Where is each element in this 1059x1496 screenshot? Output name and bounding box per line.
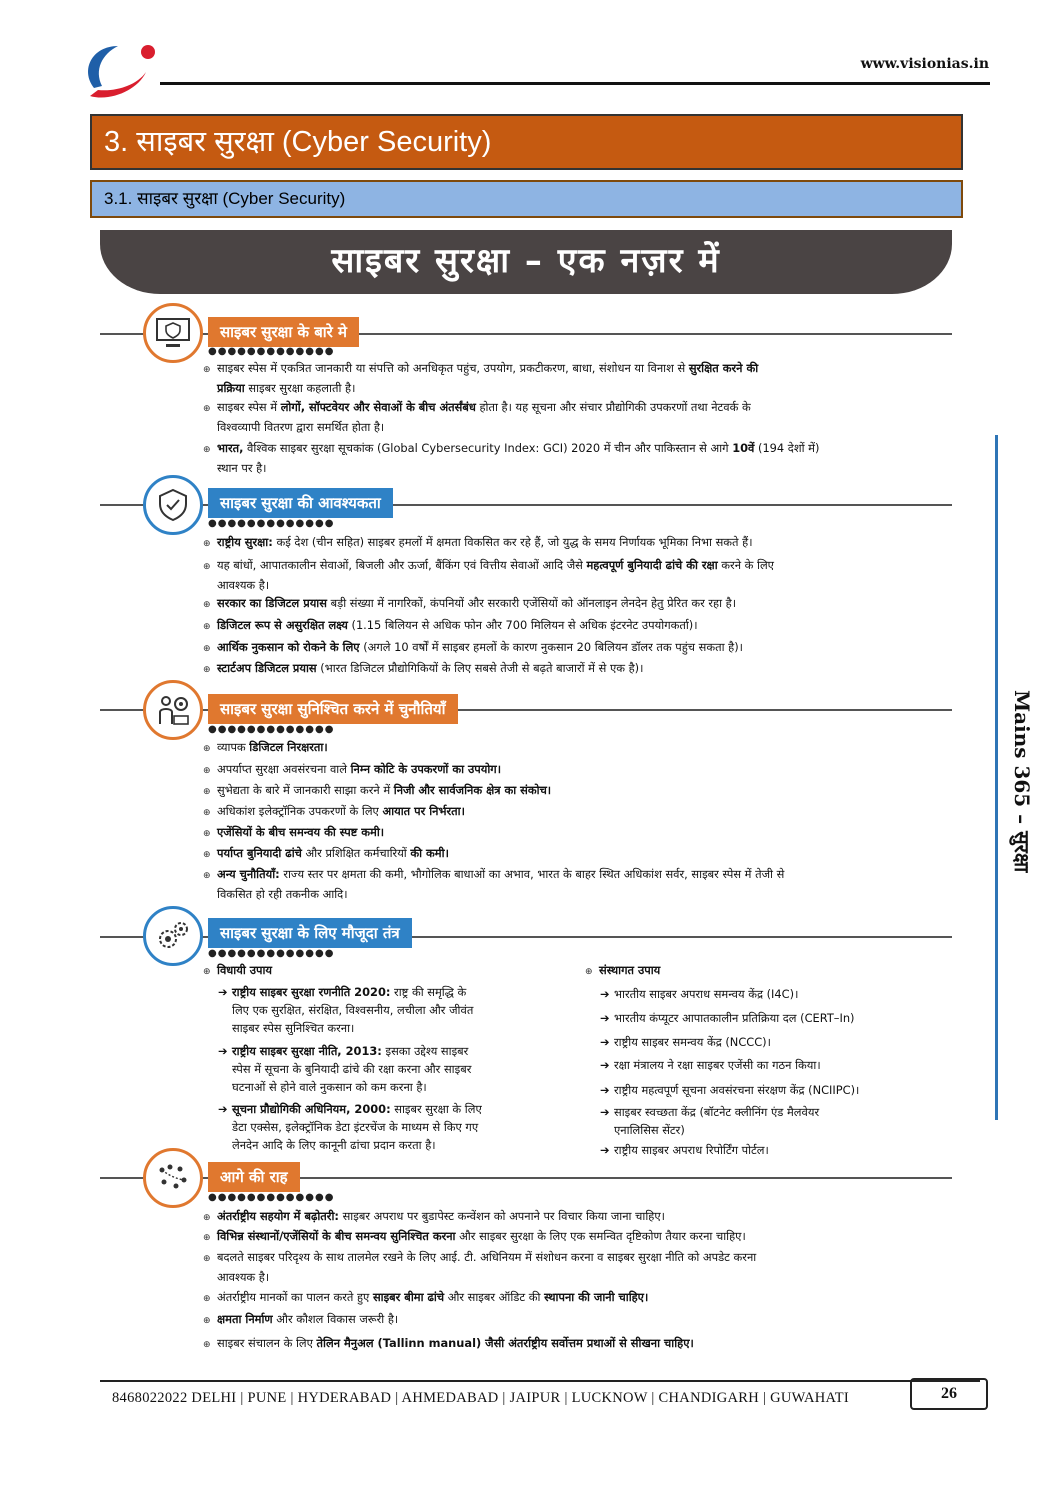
challenges-bullet-3: ⊕ सुभेद्यता के बारे में जानकारी साझा करने में निजी और सार्वजनिक क्षेत्र का संकोच। (203, 783, 552, 797)
institutional-item-7: ➔ राष्ट्रीय साइबर अपराध रिपोर्टिंग पोर्टल। (600, 1143, 769, 1157)
need-bullet-5: ⊕ आर्थिक नुकसान को रोकने के लिए (अगले 10 वर्षों में साइबर हमलों के कारण नुकसान 20 बिलियन डॉलर तक पहुंच सकता है)। (203, 640, 743, 654)
need-label: साइबर सुरक्षा की आवश्यकता (208, 488, 393, 518)
need-bullet-4: ⊕ डिजिटल रूप से असुरक्षित लक्ष्य (1.15 बिलियन से अधिक फोन और 700 मिलियन से अधिक इंटरनेट उपयोगकर्ता)। (203, 618, 698, 632)
way-forward-bullet-3: ⊕ बदलते साइबर परिदृश्य के साथ तालमेल रखने के लिए आई. टी. अधिनियम में संशोधन करना व साइबर सुरक्षा नीति को अपडेट करना आवश्यक है। (203, 1250, 757, 1284)
footer-rule (100, 1380, 980, 1382)
footer-contact: 8468022022 DELHI | PUNE | HYDERABAD | AHMEDABAD | JAIPUR | LUCKNOW | CHANDIGARH | GUWAHATI (112, 1390, 849, 1406)
about-dots: ●●●●●●●●●●●●● (208, 346, 335, 357)
about-badge (143, 303, 203, 363)
page-number: 26 (910, 1378, 988, 1410)
need-bullet-1: ⊕ राष्ट्रीय सुरक्षा: कई देश (चीन सहित) साइबर हमलों में क्षमता विकसित कर रहे हैं, जो युद्ध के समय निर्णायक भूमिका निभा सकते हैं। (203, 535, 753, 549)
challenges-bullet-6: ⊕ पर्याप्त बुनियादी ढांचे और प्रशिक्षित कर्मचारियों की कमी। (203, 846, 449, 860)
site-url[interactable]: www.visionias.in (860, 56, 989, 72)
need-bullet-3: ⊕ सरकार का डिजिटल प्रयास बड़ी संख्या में नागरिकों, कंपनियों और सरकारी एजेंसियों को ऑनलाइन लेनदेन हेतु प्रेरित कर रहा है। (203, 596, 737, 610)
mechanism-label: साइबर सुरक्षा के लिए मौजूदा तंत्र (208, 918, 412, 948)
institutional-item-2: ➔ भारतीय कंप्यूटर आपातकालीन प्रतिक्रिया दल (CERT–In) (600, 1011, 855, 1025)
need-bullet-2: ⊕ यह बांधों, आपातकालीन सेवाओं, बिजली और ऊर्जा, बैंकिंग एवं वित्तीय सेवाओं आदि जैसे महत्वपूर्ण बुनियादी ढांचे की रक्षा करने के लिए आवश्यक है। (203, 558, 774, 592)
way-forward-bullet-2: ⊕ विभिन्न संस्थानों/एजेंसियों के बीच समन्वय सुनिश्चित करना और साइबर सुरक्षा के लिए एक समन्वित दृष्टिकोण तैयार करना चाहिए। (203, 1229, 746, 1243)
infographic-banner: साइबर सुरक्षा – एक नज़र में (100, 230, 952, 294)
challenges-bullet-1: ⊕ व्यापक डिजिटल निरक्षरता। (203, 740, 328, 754)
side-rule (995, 435, 998, 1120)
about-label: साइबर सुरक्षा के बारे मे (208, 317, 359, 347)
shield-check-icon (155, 487, 191, 523)
challenges-bullet-4: ⊕ अधिकांश इलेक्ट्रॉनिक उपकरणों के लिए आयात पर निर्भरता। (203, 804, 465, 818)
path-dots-icon (154, 1160, 192, 1196)
about-bullet-1: ⊕ साइबर स्पेस में एकत्रित जानकारी या संपत्ति को अनधिकृत पहुंच, उपयोग, प्रकटीकरण, बाधा, संशोधन या विनाश से सुरक्षित करने की प्रक्रिया साइबर सुरक्षा कहलाती है। (203, 361, 759, 395)
need-badge (143, 475, 203, 535)
about-bullet-2: ⊕ साइबर स्पेस में लोगों, सॉफ्टवेयर और सेवाओं के बीच अंतर्संबंध होता है। यह सूचना और संचार प्रौद्योगिकी उपकरणों तथा नेटवर्क के विश्वव्यापी वितरण द्वारा समर्थित होता है। (203, 400, 751, 434)
about-bullet-3: ⊕ भारत, वैश्विक साइबर सुरक्षा सूचकांक (Global Cybersecurity Index: GCI) 2020 में चीन और पाकिस्तान से आगे 10वें (194 देशों में) स्थान पर है। (203, 441, 820, 475)
challenges-bullet-2: ⊕ अपर्याप्त सुरक्षा अवसंरचना वाले निम्न कोटि के उपकरणों का उपयोग। (203, 762, 502, 776)
vision-logo (80, 40, 160, 100)
institutional-item-3: ➔ राष्ट्रीय साइबर समन्वय केंद्र (NCCC)। (600, 1035, 771, 1049)
way-forward-label: आगे की राह (208, 1162, 300, 1192)
challenges-badge (143, 680, 203, 740)
section-title: 3.1. साइबर सुरक्षा (Cyber Security) (90, 180, 963, 218)
institutional-item-4: ➔ रक्षा मंत्रालय ने रक्षा साइबर एजेंसी का गठन किया। (600, 1058, 821, 1072)
challenges-dots: ●●●●●●●●●●●●● (208, 724, 335, 735)
way-forward-badge (143, 1148, 203, 1208)
institutional-item-5: ➔ राष्ट्रीय महत्वपूर्ण सूचना अवसंरचना संरक्षण केंद्र (NCIIPC)। (600, 1083, 860, 1097)
chapter-title: 3. साइबर सुरक्षा (Cyber Security) (90, 114, 963, 170)
legislative-item-2: ➔ राष्ट्रीय साइबर सुरक्षा नीति, 2013: इसका उद्देश्य साइबर स्पेस में सूचना के बुनियादी ढांचे की रक्षा करना और साइबर घटनाओं से होने वाले नुकसान को कम करना है। (218, 1044, 472, 1094)
person-gear-icon (154, 692, 192, 728)
legislative-item-1: ➔ राष्ट्रीय साइबर सुरक्षा रणनीति 2020: राष्ट्र की समृद्धि के लिए एक सुरक्षित, संरक्षित, विश्वसनीय, लचीला और जीवंत साइबर स्पेस सुनिश्चित करना। (218, 985, 474, 1035)
legislative-item-3: ➔ सूचना प्रौद्योगिकी अधिनियम, 2000: साइबर सुरक्षा के लिए डेटा एक्सेस, इलेक्ट्रॉनिक डेटा इंटरचेंज के माध्यम से किए गए लेनदेन आदि के लिए कानूनी ढांचा प्रदान करता है। (218, 1102, 482, 1152)
challenges-label: साइबर सुरक्षा सुनिश्चित करने में चुनौतियाँ (208, 694, 458, 724)
mechanism-badge (143, 906, 203, 966)
need-bullet-6: ⊕ स्टार्टअप डिजिटल प्रयास (भारत डिजिटल प्रौद्योगिकियों के लिए सबसे तेजी से बढ़ते बाजारों में से एक है)। (203, 661, 644, 675)
way-forward-bullet-5: ⊕ क्षमता निर्माण और कौशल विकास जरूरी है। (203, 1312, 399, 1326)
gears-icon (154, 918, 192, 954)
way-forward-bullet-4: ⊕ अंतर्राष्ट्रीय मानकों का पालन करते हुए साइबर बीमा ढांचे और साइबर ऑडिट की स्थापना की जानी चाहिए। (203, 1290, 649, 1304)
way-forward-bullet-6: ⊕ साइबर संचालन के लिए तेलिन मैनुअल (Tallinn manual) जैसी अंतर्राष्ट्रीय सर्वोत्तम प्रथाओं से सीखना चाहिए। (203, 1336, 694, 1350)
challenges-bullet-7: ⊕ अन्य चुनौतियाँ: राज्य स्तर पर क्षमता की कमी, भौगोलिक बाधाओं का अभाव, भारत के बाहर स्थित अधिकांश सर्वर, साइबर स्पेस में तेजी से विकसित हो रही तकनीक आदि। (203, 867, 785, 901)
way-forward-dots: ●●●●●●●●●●●●● (208, 1192, 335, 1203)
way-forward-bullet-1: ⊕ अंतर्राष्ट्रीय सहयोग में बढ़ोतरी: साइबर अपराध पर बुडापेस्ट कन्वेंशन को अपनाने पर विचार किया जाना चाहिए। (203, 1209, 665, 1223)
institutional-item-1: ➔ भारतीय साइबर अपराध समन्वय केंद्र (I4C)। (600, 987, 799, 1001)
need-dots: ●●●●●●●●●●●●● (208, 518, 335, 529)
header-rule (160, 82, 990, 85)
institutional-heading: ⊕ संस्थागत उपाय (585, 963, 661, 977)
computer-lock-icon (154, 316, 192, 350)
challenges-bullet-5: ⊕ एजेंसियों के बीच समन्वय की स्पष्ट कमी। (203, 825, 385, 839)
side-label: Mains 365 – सुरक्षा (1010, 690, 1034, 873)
institutional-item-6: ➔ साइबर स्वच्छता केंद्र (बॉटनेट क्लीनिंग एंड मैलवेयर एनालिसिस सेंटर) (600, 1105, 820, 1137)
mechanism-dots: ●●●●●●●●●●●●● (208, 948, 335, 959)
legislative-heading: ⊕ विधायी उपाय (203, 963, 273, 977)
